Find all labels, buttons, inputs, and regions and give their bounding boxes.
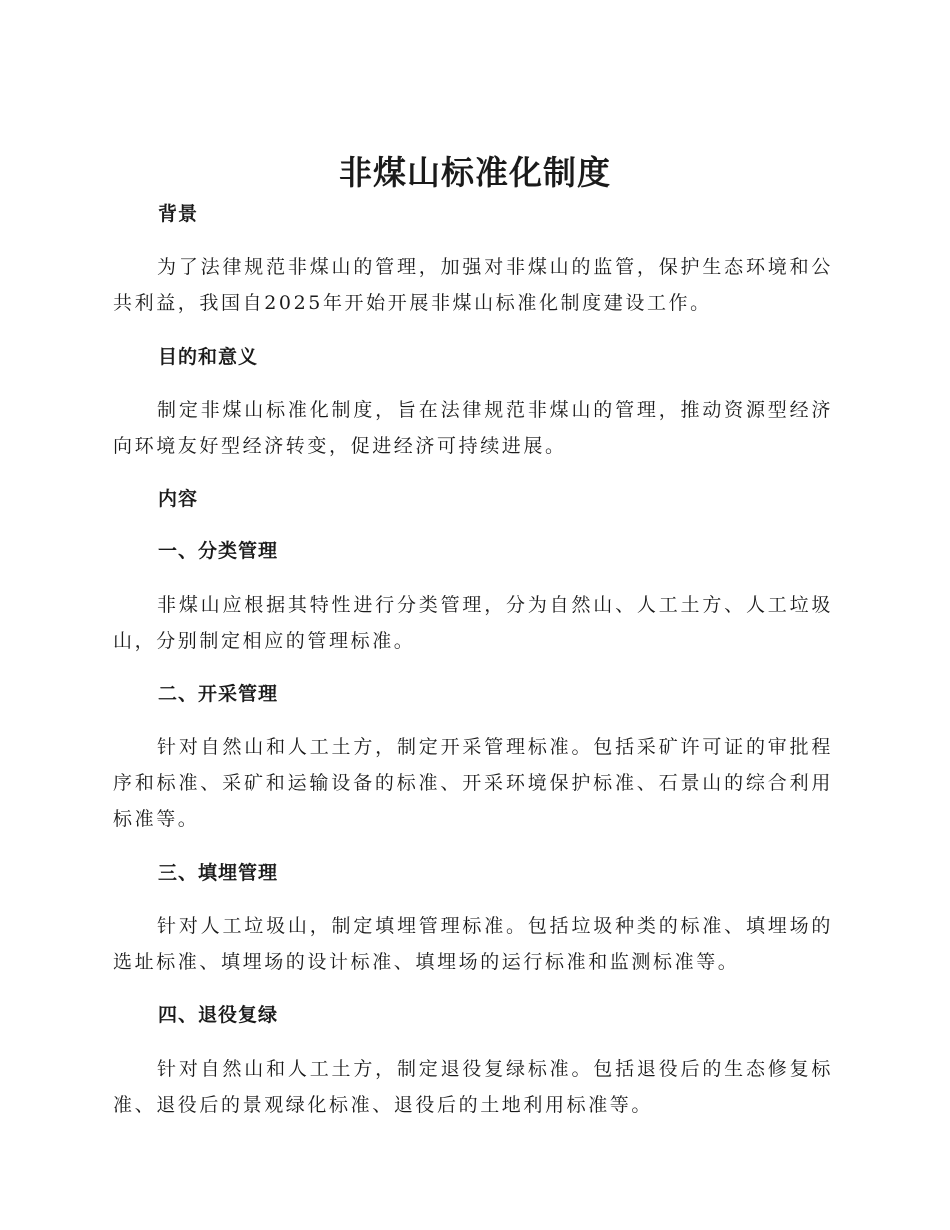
section-paragraph-purpose: 制定非煤山标准化制度，旨在法律规范非煤山的管理，推动资源型经济向环境友好型经济转变，促进经济可持续进展。 <box>113 399 833 457</box>
section-paragraph-mining: 针对自然山和人工土方，制定开采管理标准。包括采矿许可证的审批程序和标准、采矿和运输设备的标准、开采环境保护标准、石景山的综合利用标准等。 <box>113 736 833 830</box>
document-title: 非煤山标准化制度 <box>339 153 611 192</box>
section-paragraph-landfill: 针对人工垃圾山，制定填埋管理标准。包括垃圾种类的标准、填埋场的选址标准、填埋场的设计标准、填埋场的运行标准和监测标准等。 <box>113 915 833 973</box>
section-heading-mining: 二、开采管理 <box>158 683 279 705</box>
section-heading-landfill: 三、填埋管理 <box>158 862 279 884</box>
section-heading-content: 内容 <box>158 488 199 510</box>
section-heading-purpose: 目的和意义 <box>158 346 259 368</box>
section-heading-background: 背景 <box>158 203 199 225</box>
section-heading-restoration: 四、退役复绿 <box>158 1004 279 1026</box>
section-paragraph-background: 为了法律规范非煤山的管理，加强对非煤山的监管，保护生态环境和公共利益，我国自2025年开始开展非煤山标准化制度建设工作。 <box>113 256 833 314</box>
section-paragraph-classification: 非煤山应根据其特性进行分类管理，分为自然山、人工土方、人工垃圾山，分别制定相应的管理标准。 <box>113 594 833 652</box>
section-paragraph-restoration: 针对自然山和人工土方，制定退役复绿标准。包括退役后的生态修复标准、退役后的景观绿化标准、退役后的土地利用标准等。 <box>113 1058 833 1116</box>
section-heading-classification: 一、分类管理 <box>158 540 279 562</box>
